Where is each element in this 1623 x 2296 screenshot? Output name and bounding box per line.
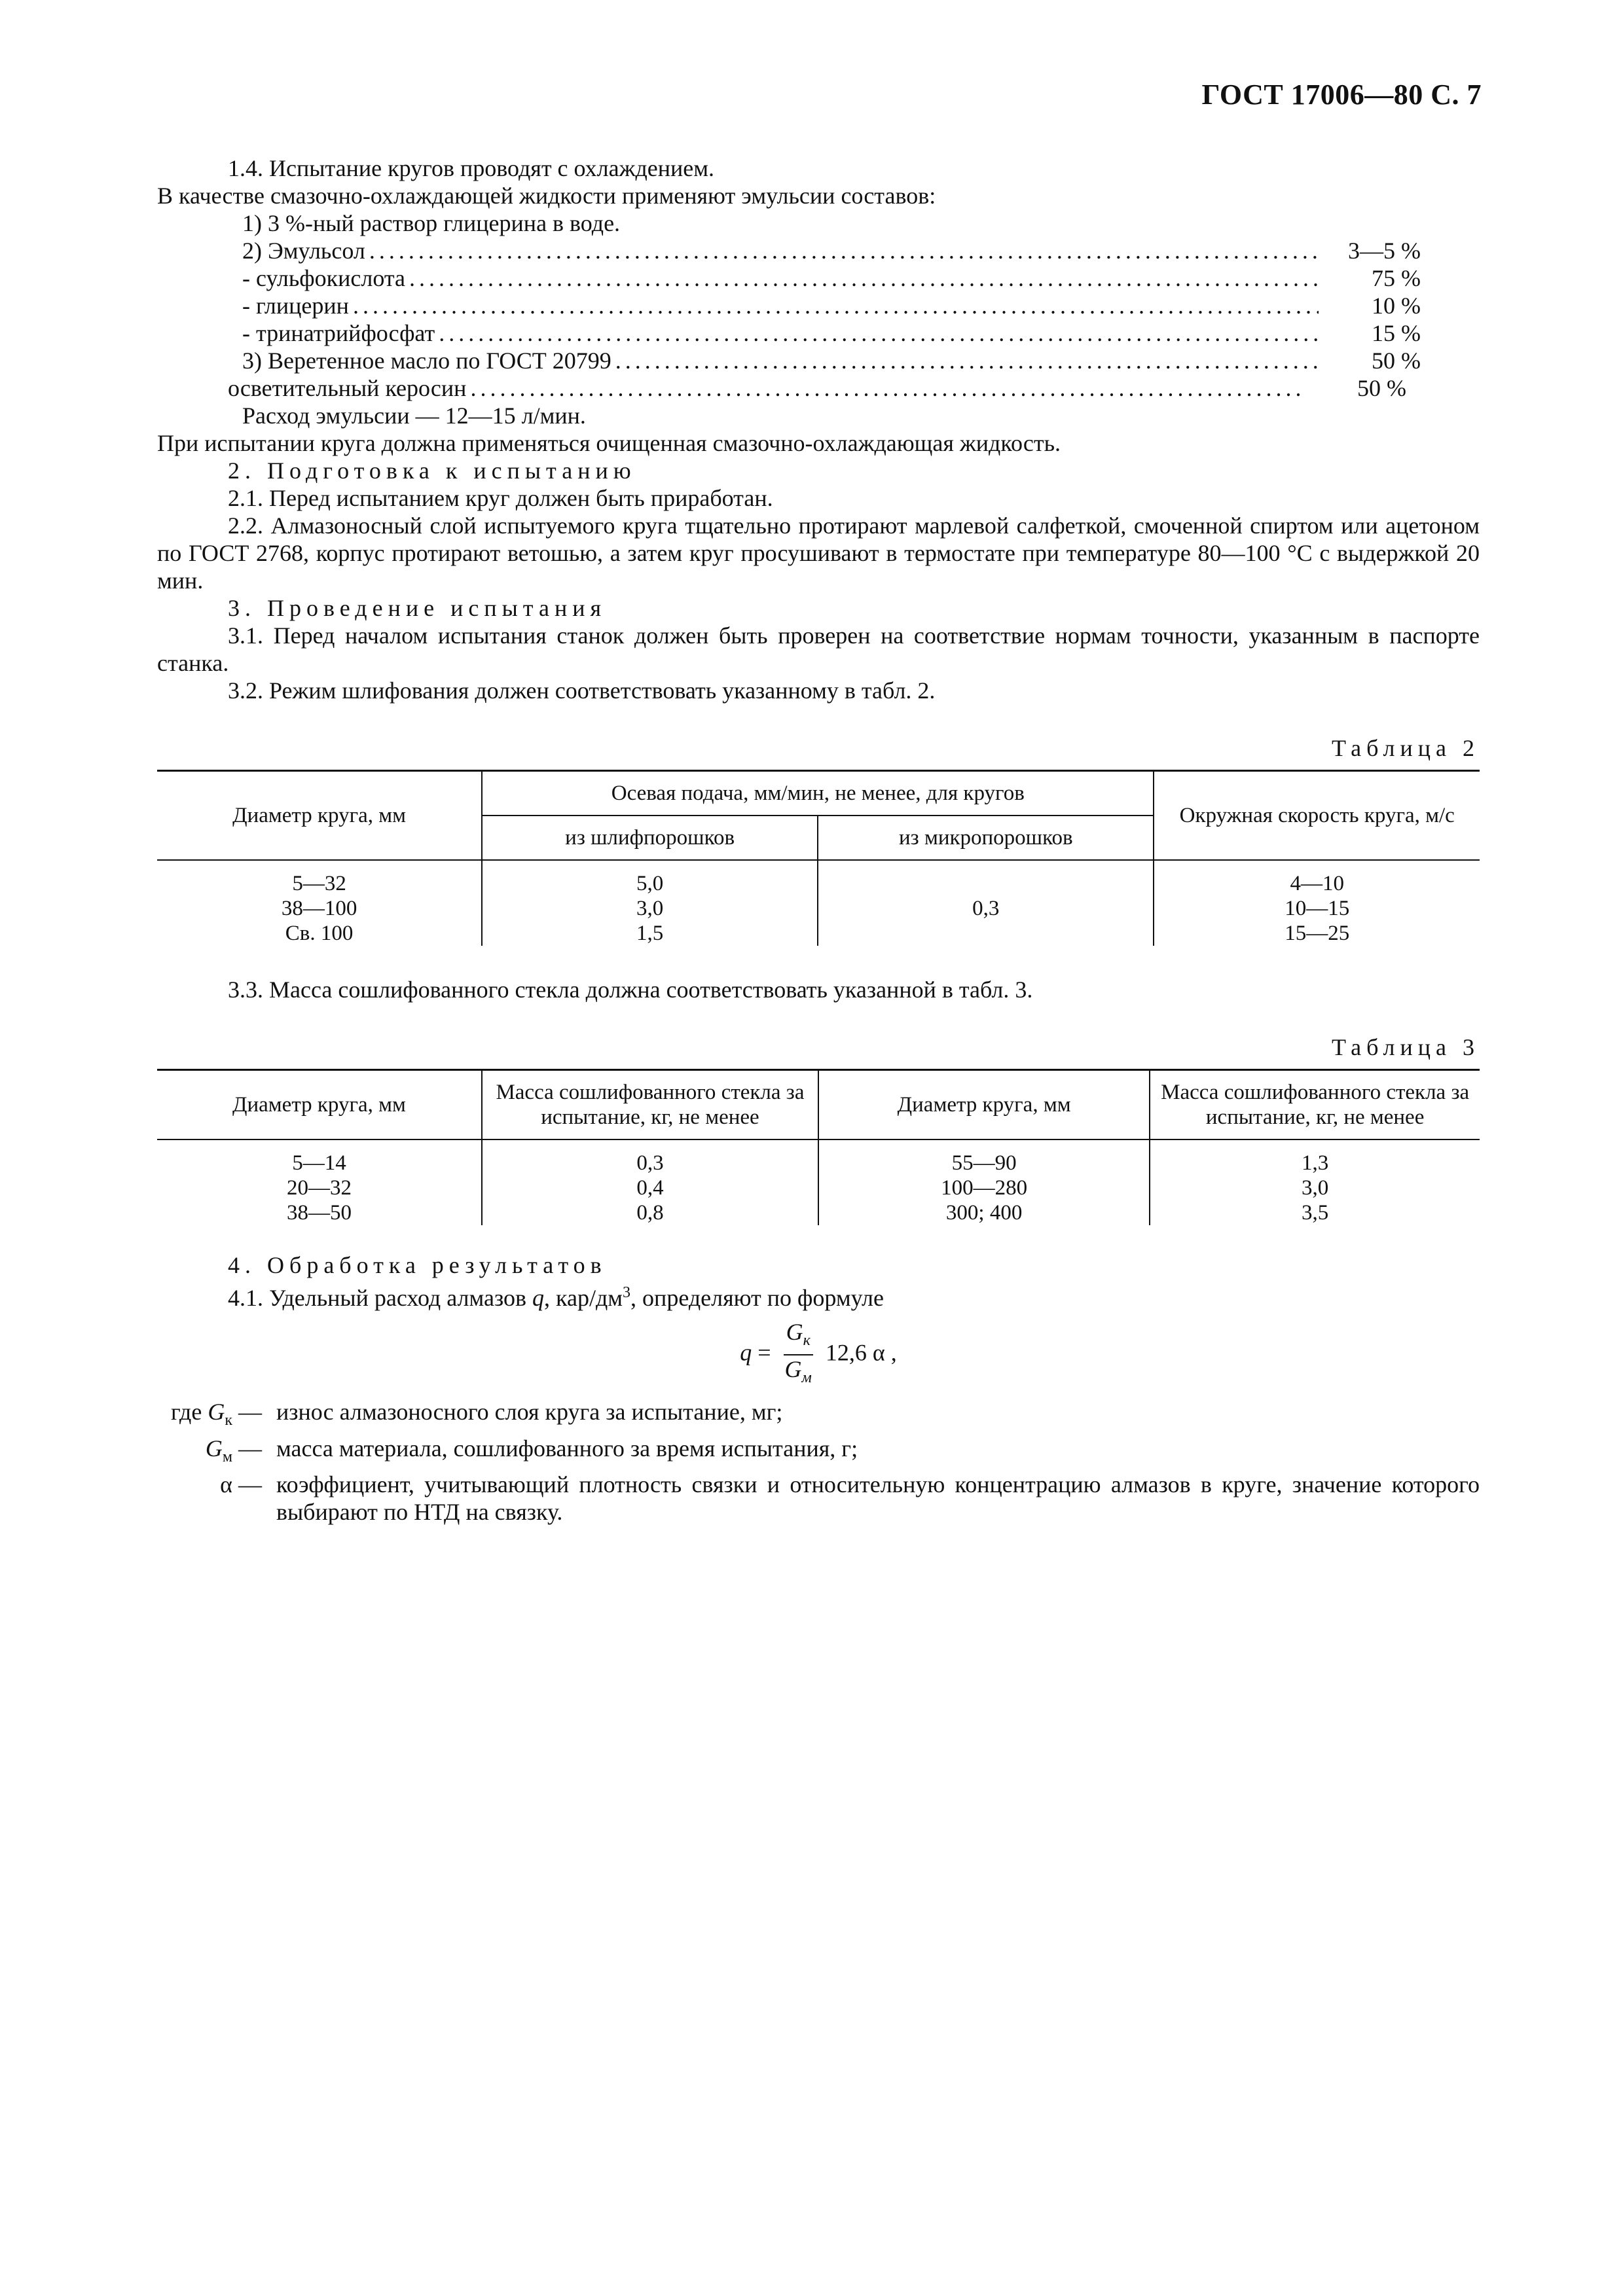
def-prefix: где <box>171 1399 208 1426</box>
formula-lhs: q <box>740 1339 752 1366</box>
t3-m2: 3,0 <box>1150 1175 1480 1200</box>
leader-dots <box>439 319 1319 347</box>
t3-m1: 0,3 <box>482 1139 818 1175</box>
t3-header-diameter-1: Диаметр круга, мм <box>157 1070 482 1140</box>
clause-4-1-text-c: , определяют по формуле <box>630 1285 884 1311</box>
leader-dots <box>470 374 1304 402</box>
unit-exponent: 3 <box>623 1284 631 1301</box>
def-dash: — <box>232 1435 262 1462</box>
table-row <box>157 1200 1480 1225</box>
leader-dots <box>353 292 1319 319</box>
t2-diameter: 5—32 <box>292 872 346 895</box>
t2-header-micro-powder: из микропорошков <box>818 816 1154 860</box>
coolant-clean-note: При испытании круга должна применяться очищенная смазочно-охлаждающая жидкость. <box>157 430 1061 456</box>
coolant-line-glycerin <box>157 292 1421 319</box>
t3-header-mass-1: Масса сошлифованного стекла за испытание, кг, не менее <box>482 1070 818 1140</box>
clause-2-2: 2.2. Алмазоносный слой испытуемого круга тщательно протирают марлевой салфеткой, смоченной спиртом или ацетоном по ГОСТ 2768, корпус протирают ветошью, а затем круг просушивают в термостате при температуре 80—100 °С с выдержкой 20 мин. <box>157 512 1480 594</box>
formula <box>157 1318 1480 1391</box>
leader-dots <box>369 237 1319 264</box>
t3-m1: 0,4 <box>482 1175 818 1200</box>
t2-micro: 0,3 <box>818 860 1154 946</box>
def-text: коэффициент, учитывающий плотность связки и относительную концентрацию алмазов в круге, значение которого выбирают по НТД на связку. <box>276 1471 1480 1525</box>
denominator-subscript: м <box>801 1369 812 1387</box>
clause-2-1: 2.1. Перед испытанием круг должен быть приработан. <box>228 485 773 511</box>
section-2-heading: 2. Подготовка к испытанию <box>228 457 636 484</box>
formula-equals: = <box>757 1339 771 1366</box>
t3-m2: 1,3 <box>1150 1139 1480 1175</box>
clause-3-1: 3.1. Перед началом испытания станок должен быть проверен на соответствие нормам точности, указанным в паспорте станка. <box>157 622 1480 676</box>
coolant-value: 10 % <box>1372 293 1421 319</box>
coolant-value: 50 % <box>1357 375 1406 401</box>
table-3-title: Таблица 3 <box>1332 1034 1480 1060</box>
t3-m2: 3,5 <box>1150 1200 1480 1225</box>
t2-speed: 15—25 <box>1154 921 1480 946</box>
formula-numerator <box>784 1318 813 1355</box>
t2-speed: 10—15 <box>1154 896 1480 921</box>
table-3 <box>157 1069 1480 1225</box>
coolant-value: 75 % <box>1372 265 1421 291</box>
def-term <box>157 1398 268 1434</box>
emulsion-flow: Расход эмульсии — 12—15 л/мин. <box>242 403 586 429</box>
table-row <box>157 1175 1480 1200</box>
t2-header-grind-powder: из шлифпорошков <box>482 816 818 860</box>
formula-denominator <box>782 1355 814 1391</box>
t3-d2: 300; 400 <box>818 1200 1150 1225</box>
t2-grind: 5,0 <box>482 860 818 896</box>
coolant-intro: В качестве смазочно-охлаждающей жидкости применяют эмульсии составов: <box>157 183 936 209</box>
coolant-line-spindle-oil <box>157 347 1421 374</box>
table-row <box>157 1139 1480 1175</box>
t3-d2: 55—90 <box>818 1139 1150 1175</box>
def-subscript: м <box>222 1448 232 1465</box>
coolant-label: 2) Эмульсол <box>242 238 365 264</box>
t3-d1: 5—14 <box>292 1151 346 1175</box>
clause-4-1-text-b: , кар/дм <box>544 1285 623 1311</box>
clause-1-4: 1.4. Испытание кругов проводят с охлаждением. <box>228 155 715 181</box>
def-symbol: α <box>220 1471 232 1498</box>
def-text: масса материала, сошлифованного за время испытания, г; <box>276 1435 858 1462</box>
numerator-subscript: к <box>803 1332 811 1350</box>
page-header: ГОСТ 17006—80 С. 7 <box>1201 79 1482 111</box>
t3-d1: 20—32 <box>286 1176 352 1200</box>
t3-header-mass-2: Масса сошлифованного стекла за испытание, кг, не менее <box>1150 1070 1480 1140</box>
leader-dots <box>409 264 1319 292</box>
t2-diameter: 38—100 <box>281 897 357 920</box>
coolant-label: - глицерин <box>242 293 349 319</box>
coolant-line-emulsol <box>157 237 1421 264</box>
coolant-item-1: 1) 3 %-ный раствор глицерина в воде. <box>242 210 621 236</box>
def-subscript: к <box>225 1412 232 1429</box>
clause-4-1 <box>157 1279 1480 1312</box>
leader-dots <box>615 347 1319 374</box>
def-term <box>157 1471 268 1526</box>
t2-speed: 4—10 <box>1154 860 1480 896</box>
formula-rest: 12,6 α , <box>825 1339 897 1366</box>
def-text: износ алмазоносного слоя круга за испытание, мг; <box>276 1399 783 1426</box>
clause-4-1-text-a: 4.1. Удельный расход алмазов <box>228 1285 533 1311</box>
t2-grind: 3,0 <box>482 896 818 921</box>
def-symbol: G <box>205 1435 223 1462</box>
def-dash: — <box>232 1399 262 1426</box>
coolant-line-sulfoacid <box>157 264 1421 292</box>
section-4-heading: 4. Обработка результатов <box>228 1252 607 1278</box>
t2-header-feed: Осевая подача, мм/мин, не менее, для кругов <box>482 771 1154 816</box>
def-term <box>157 1435 268 1471</box>
def-symbol: G <box>208 1399 225 1426</box>
coolant-line-kerosene <box>157 374 1406 402</box>
t2-grind: 1,5 <box>482 921 818 946</box>
coolant-value: 3—5 % <box>1348 238 1421 264</box>
t3-m1: 0,8 <box>482 1200 818 1225</box>
coolant-label: 3) Веретенное масло по ГОСТ 20799 <box>242 348 611 374</box>
coolant-label: - сульфокислота <box>242 265 405 291</box>
table-2-title: Таблица 2 <box>1332 735 1480 761</box>
denominator-symbol: G <box>784 1356 802 1383</box>
coolant-line-trisodium-phosphate <box>157 319 1421 347</box>
def-dash: — <box>232 1471 262 1498</box>
coolant-value: 50 % <box>1372 348 1421 374</box>
section-3-heading: 3. Проведение испытания <box>228 595 607 621</box>
table-row <box>157 860 1480 896</box>
t3-d2: 100—280 <box>818 1175 1150 1200</box>
t2-header-speed: Окружная скорость круга, м/с <box>1154 771 1480 861</box>
var-q: q <box>532 1285 545 1311</box>
clause-3-2: 3.2. Режим шлифования должен соответствовать указанному в табл. 2. <box>228 677 936 704</box>
t2-diameter: Св. 100 <box>285 922 354 945</box>
formula-definitions <box>157 1398 1480 1525</box>
coolant-label: - тринатрийфосфат <box>242 320 435 346</box>
table-2 <box>157 770 1480 946</box>
coolant-label: осветительный керосин <box>228 375 467 401</box>
page-content <box>157 154 1480 1526</box>
t3-d1: 38—50 <box>286 1201 352 1225</box>
coolant-value: 15 % <box>1372 320 1421 346</box>
t2-header-diameter: Диаметр круга, мм <box>157 771 482 861</box>
t3-header-diameter-2: Диаметр круга, мм <box>818 1070 1150 1140</box>
numerator-symbol: G <box>786 1319 803 1345</box>
clause-3-3: 3.3. Масса сошлифованного стекла должна соответствовать указанной в табл. 3. <box>228 977 1033 1003</box>
formula-fraction <box>782 1318 814 1391</box>
